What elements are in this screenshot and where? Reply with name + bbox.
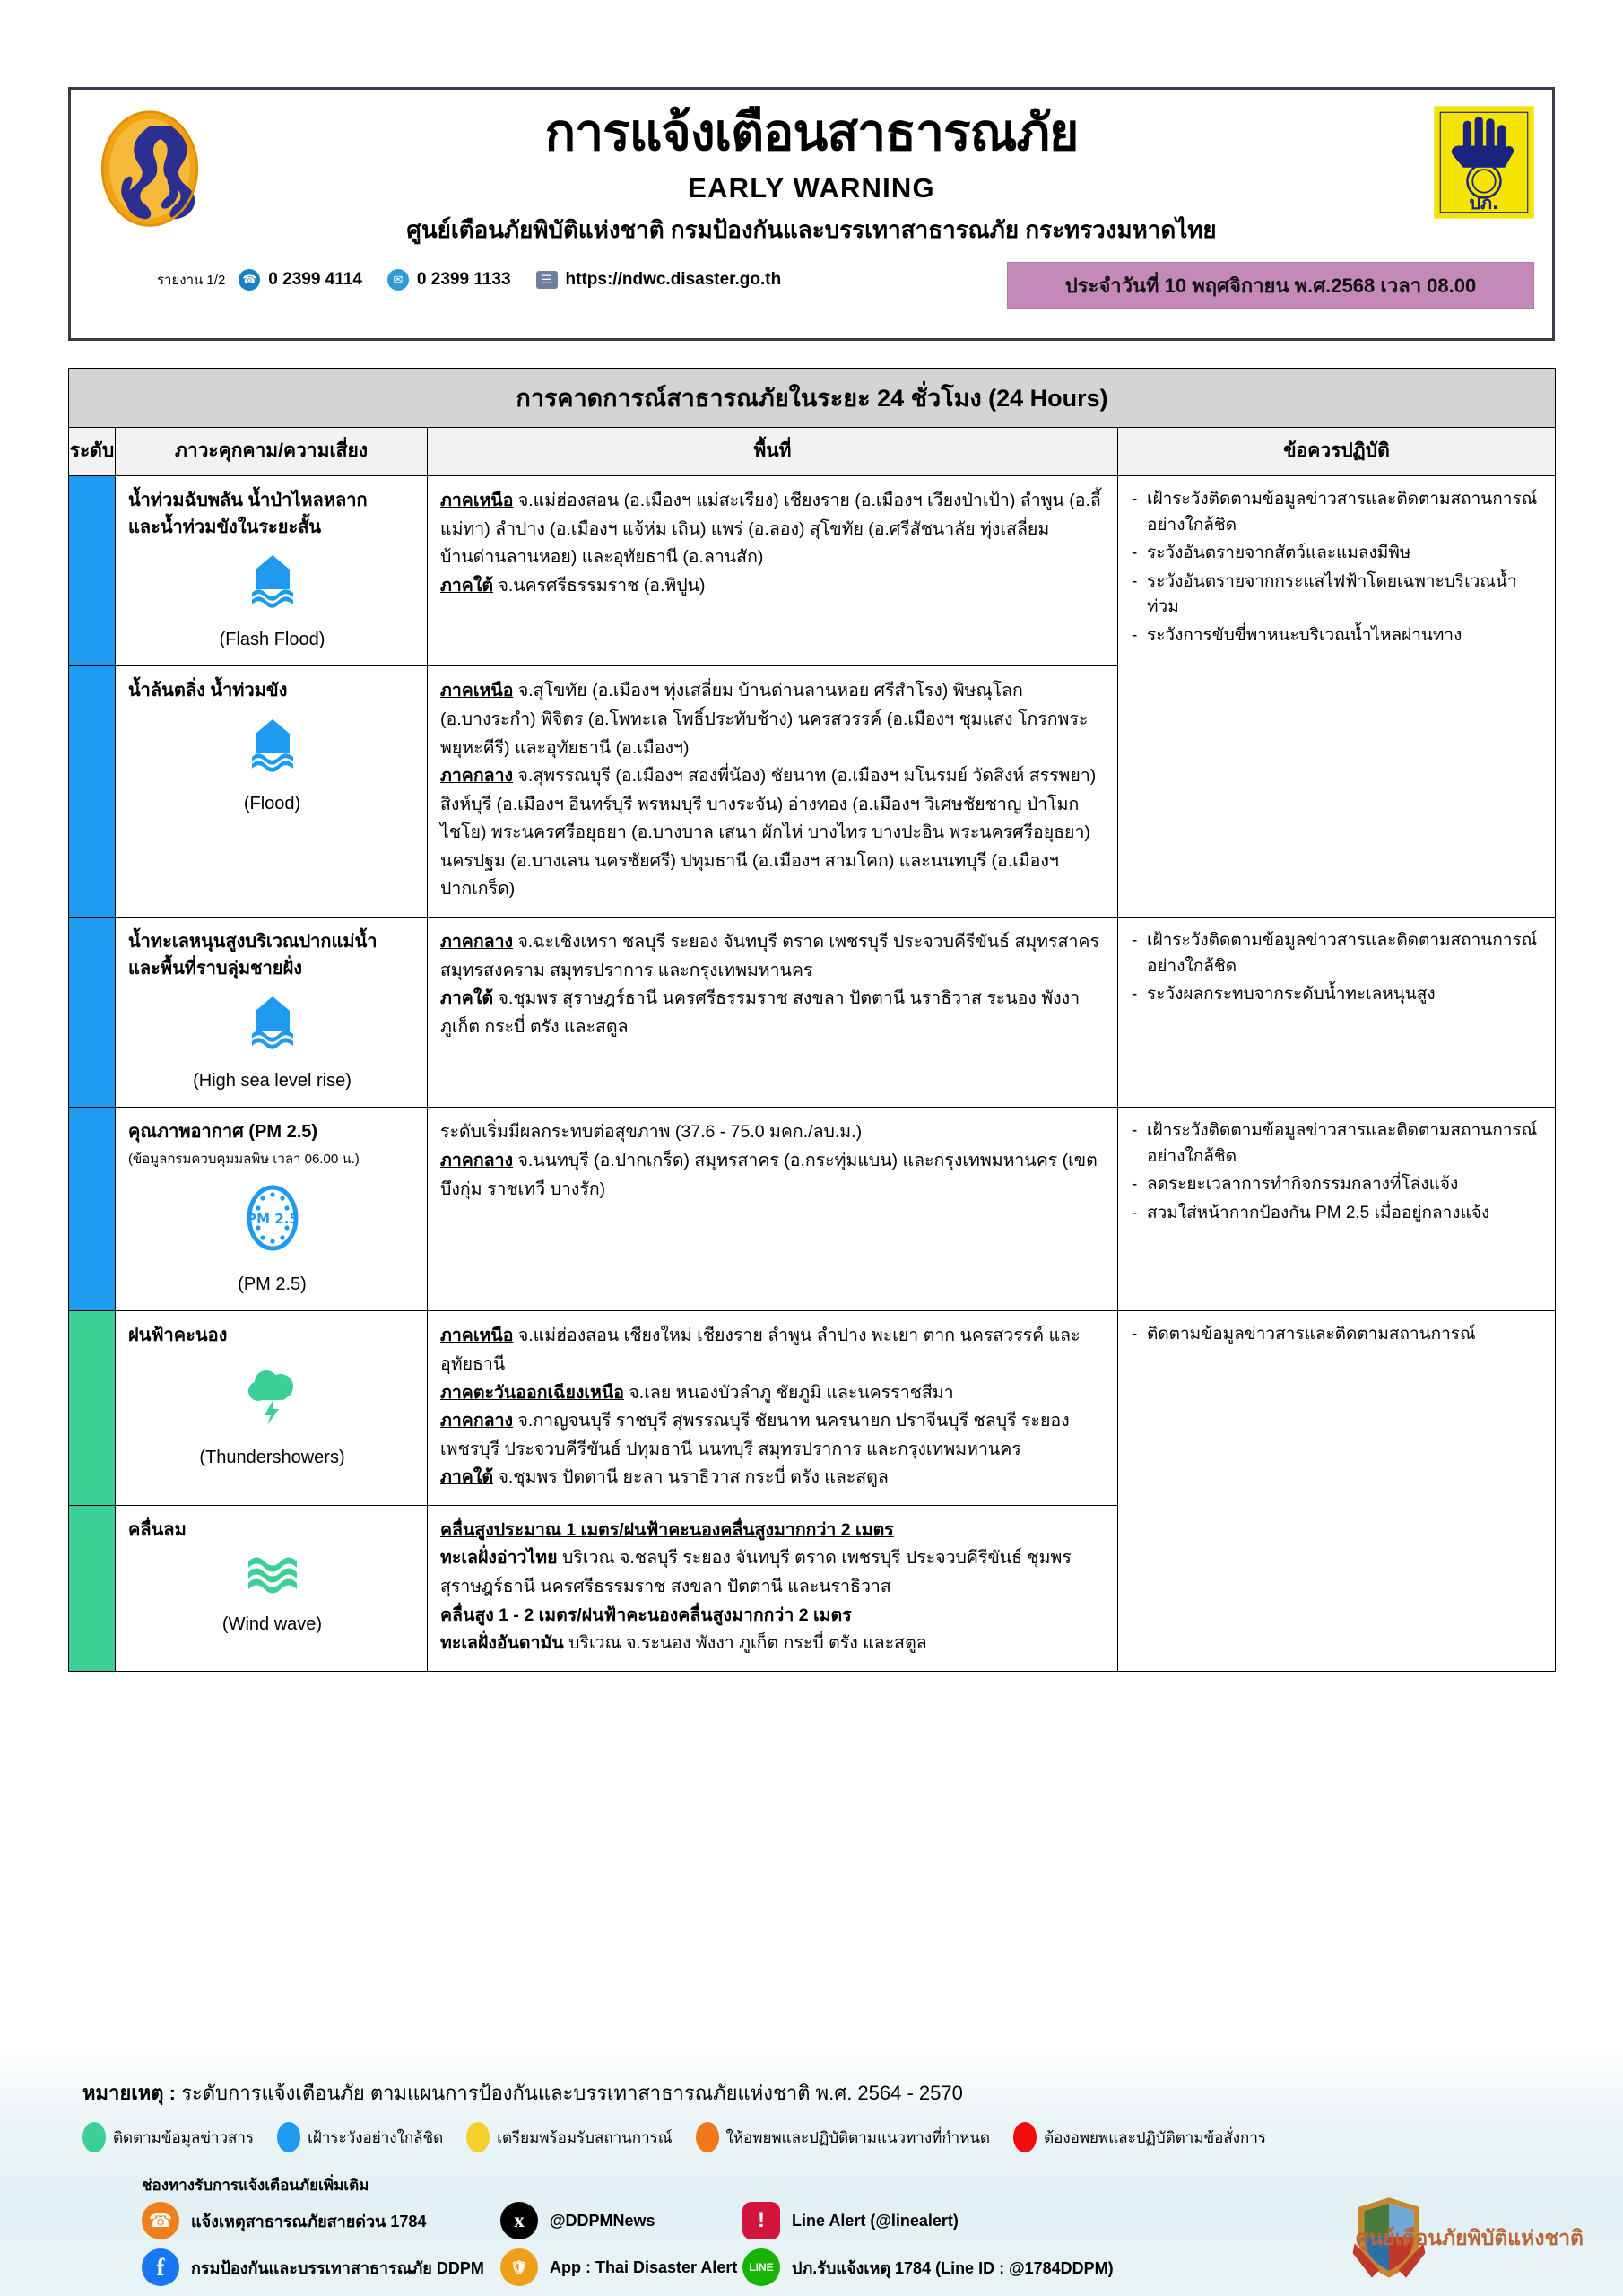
legend-item-4 (1013, 2122, 1266, 2152)
area-region-block (440, 487, 1106, 572)
header-frame (68, 87, 1555, 341)
region-label: ภาคกลาง (440, 1150, 514, 1170)
table-row (69, 476, 1556, 666)
contact-line (157, 269, 781, 291)
region-areas: จ.เลย หนองบัวลำภู ชัยภูมิ และนครราชสีมา (623, 1382, 954, 1403)
svg-text:PM 2.5: PM 2.5 (246, 1211, 299, 1228)
ndwc-label: ศูนย์เตือนภัยพิบัติแห่งชาติ (1355, 2226, 1584, 2249)
region-label: ภาคใต้ (440, 988, 494, 1009)
date-badge: ประจำวันที่ 10 พฤศจิกายน พ.ศ.2568 เวลา 08.00 (1007, 262, 1534, 309)
threat-name-en: (PM 2.5) (238, 1274, 307, 1294)
legend-label: ติดตามข้อมูลข่าวสาร (113, 2128, 255, 2146)
region-areas: จ.แม่ฮ่องสอน (อ.เมืองฯ แม่สะเรียง) เชียงราย (อ.เมืองฯ เวียงป่าเป้า) ลำพูน (อ.ลี้ แม่ทา) ลำปาง (อ.เมืองฯ แจ้ห่ม เถิน) แพร่ (อ.ลอง) สุโขทัย (อ.ศรีสัชนาลัย ทุ่งเสลี่ยม บ้านด่านลานหอย) และอุทัยธานี (อ.ลานสัก) (440, 491, 1101, 568)
region-areas: จ.นนทบุรี (อ.ปากเกร็ด) สมุทรสาคร (อ.กระทุ่มแบน) และกรุงเทพมหานคร (เขตบึงกุ่ม ราชเทวี บางรัก) (440, 1150, 1098, 1199)
action-item: - ระวังอันตรายจากสัตว์และแมลงมีพิษ (1129, 541, 1546, 567)
page-title-en: EARLY WARNING (688, 172, 935, 204)
threat-name: น้ำทะเลหนุนสูงบริเวณปากแม่น้ำ และพื้นที่ราบลุ่มชายฝั่ง (128, 932, 378, 978)
area-cell (428, 476, 1118, 666)
svg-text:ปภ.: ปภ. (1469, 193, 1499, 214)
region-areas: จ.สุโขทัย (อ.เมืองฯ ทุ่งเสลี่ยม บ้านด่านลานหอย ศรีสำโรง) พิษณุโลก (อ.บางระกำ) พิจิตร (อ.โพทะเล โพธิ์ประทับช้าง) นครสวรรค์ (อ.เมืองฯ ชุมแสง โกรกพระ พยุหะคีรี) และอุทัยธานี (อ.เมืองฯ) (440, 681, 1089, 758)
app-icon: 🛡 (500, 2248, 538, 2286)
region-label: ภาคกลาง (440, 932, 514, 952)
fax-number: 0 2399 1133 (416, 270, 511, 289)
page-title: การแจ้งเตือนสาธารณภัย (544, 104, 1079, 161)
wave-areas: บริเวณ จ.ระนอง พังงา ภูเก็ต กระบี่ ตรัง และสตูล (563, 1633, 927, 1654)
note-text: ระดับการแจ้งเตือนภัย ตามแผนการป้องกันและบรรเทาสาธารณภัยแห่งชาติ พ.ศ. 2564 - 2570 (176, 2082, 963, 2104)
legend-color-dot (466, 2122, 490, 2152)
area-cell (428, 918, 1118, 1108)
legend-color-dot (82, 2122, 106, 2152)
area-region-block (440, 1147, 1106, 1204)
wave-group (440, 1517, 1106, 1602)
note-line (82, 2077, 963, 2109)
col-header-area: พื้นที่ (428, 428, 1118, 476)
region-label: ภาคกลาง (440, 766, 514, 787)
threat-cell (116, 1108, 428, 1311)
action-item: - ระวังอันตรายจากกระแสไฟฟ้าโดยเฉพาะบริเวณน้ำท่วม (1129, 570, 1546, 621)
ddpm-logo-icon (1432, 104, 1536, 221)
table-row (69, 918, 1556, 1108)
footer (0, 2043, 1623, 2296)
threat-name: น้ำล้นตลิ่ง น้ำท่วมขัง (128, 681, 288, 701)
col-header-level: ระดับ (69, 428, 116, 476)
area-cell (428, 666, 1118, 918)
level-color-cell (69, 666, 116, 918)
channel-item-5[interactable] (742, 2248, 1114, 2286)
level-color-cell (69, 918, 116, 1108)
thundershowers-icon (245, 1362, 300, 1436)
actions-cell (1118, 1311, 1556, 1671)
area-cell (428, 1311, 1118, 1505)
threat-cell (116, 918, 428, 1108)
channel-label: App : Thai Disaster Alert (550, 2257, 738, 2276)
area-region-block (440, 1464, 1106, 1492)
legend-color-dot (1013, 2122, 1037, 2152)
threat-name: ฝนฟ้าคะนอง (128, 1326, 228, 1346)
wave-height-heading: คลื่นสูง 1 - 2 เมตร/ฝนฟ้าคะนองคลื่นสูงมากกว่า 2 เมตร (440, 1605, 852, 1625)
threat-name-en: (High sea level rise) (193, 1070, 352, 1091)
region-label: ภาคเหนือ (440, 1326, 514, 1346)
area-region-block (440, 1379, 1106, 1408)
threat-name-en: (Flood) (243, 793, 301, 813)
channel-item-0[interactable] (142, 2202, 500, 2239)
legend-color-dot (277, 2122, 300, 2152)
threat-subnote: (ข้อมูลกรมควบคุมมลพิษ เวลา 06.00 น.) (128, 1151, 360, 1167)
threat-cell (116, 1311, 428, 1505)
forecast-table-body (69, 476, 1556, 1672)
area-region-block (440, 677, 1106, 762)
channel-item-2[interactable] (742, 2202, 1114, 2239)
region-label: ภาคใต้ (440, 1467, 494, 1488)
threat-name: คุณภาพอากาศ (PM 2.5) (128, 1122, 318, 1143)
level-color-cell (69, 1505, 116, 1671)
region-areas: จ.นครศรีธรรมราช (อ.พิปูน) (493, 575, 706, 596)
table-row (69, 1311, 1556, 1505)
pm25-icon (239, 1182, 306, 1263)
threat-cell (116, 666, 428, 918)
action-item: - ระวังผลกระทบจากระดับน้ำทะเลหนุนสูง (1129, 982, 1546, 1008)
alert-level-legend (82, 2122, 1280, 2152)
threat-name: น้ำท่วมฉับพลัน น้ำป่าไหลหลาก และน้ำท่วมขังในระยะสั้น (128, 491, 368, 537)
area-region-block (440, 1407, 1106, 1464)
legend-color-dot (696, 2122, 719, 2152)
legend-label: ให้อพยพและปฏิบัติตามแนวทางที่กำหนด (725, 2128, 991, 2146)
wind-wave-icon (246, 1556, 299, 1603)
action-item: - สวมใส่หน้ากากป้องกัน PM 2.5 เมื่ออยู่กลางแจ้ง (1129, 1201, 1546, 1227)
alert-icon: ! (742, 2202, 780, 2239)
channel-label: @DDPMNews (550, 2211, 655, 2230)
website-icon: ☰ (536, 271, 558, 289)
region-areas: จ.ชุมพร สุราษฎร์ธานี นครศรีธรรมราช สงขลา ปัตตานี นราธิวาส ระนอง พังงา ภูเก็ต กระบี่ ตรัง และสตูล (440, 988, 1081, 1037)
action-item: - เฝ้าระวังติดตามข้อมูลข่าวสารและติดตามสถานการณ์อย่างใกล้ชิด (1129, 1118, 1546, 1170)
threat-cell (116, 476, 428, 666)
col-header-actions: ข้อควรปฏิบัติ (1118, 428, 1556, 476)
action-item: - เฝ้าระวังติดตามข้อมูลข่าวสารและติดตามสถานการณ์อย่างใกล้ชิด (1129, 487, 1546, 538)
area-region-block (440, 985, 1106, 1041)
channel-item-1[interactable] (500, 2202, 742, 2239)
threat-name: คลื่นลม (128, 1519, 187, 1540)
region-label: ภาคใต้ (440, 575, 494, 596)
region-label: ภาคเหนือ (440, 491, 514, 510)
channel-label: แจ้งเหตุสาธารณภัยสายด่วน 1784 (191, 2212, 427, 2231)
organization-line: ศูนย์เตือนภัยพิบัติแห่งชาติ กรมป้องกันและบรรเทาสาธารณภัย กระทรวงมหาดไทย (406, 216, 1217, 243)
area-cell (428, 1505, 1118, 1671)
action-item: - ติดตามข้อมูลข่าวสารและติดตามสถานการณ์ (1129, 1322, 1546, 1348)
wave-sea-label: ทะเลฝั่งอ่าวไทย (440, 1548, 558, 1569)
region-areas: จ.กาญจนบุรี ราชบุรี สุพรรณบุรี ชัยนาท นครนายก ปราจีนบุรี ชลบุรี ระยอง เพชรบุรี ประจวบคีรีขันธ์ ปทุมธานี นนทบุรี สมุทรปราการ และกรุงเทพมหานคร (440, 1411, 1070, 1459)
line-icon: LINE (742, 2248, 780, 2286)
area-region-block (440, 572, 1106, 601)
region-label: ภาคกลาง (440, 1411, 514, 1431)
area-region-block (440, 928, 1106, 985)
level-color-cell (69, 1311, 116, 1505)
legend-item-0 (82, 2122, 254, 2152)
threat-name-en: (Wind wave) (221, 1614, 323, 1634)
channel-item-3[interactable] (142, 2248, 500, 2286)
channel-label: ปภ.รับแจ้งเหตุ 1784 (Line ID : @1784DDPM) (792, 2258, 1114, 2277)
facebook-icon: f (142, 2248, 179, 2286)
threat-cell (116, 1505, 428, 1671)
channels-title: ช่องทางรับการแจ้งเตือนภัยเพิ่มเติม (142, 2177, 369, 2194)
legend-item-3 (696, 2122, 991, 2152)
phone-icon: ☎ (142, 2202, 179, 2239)
forecast-table (68, 368, 1556, 1672)
website-url[interactable]: https://ndwc.disaster.go.th (565, 270, 782, 289)
report-number: รายงาน 1/2 (157, 273, 226, 288)
legend-item-1 (277, 2122, 443, 2152)
area-cell (428, 1108, 1118, 1311)
phone-icon: ☎ (239, 269, 260, 291)
actions-cell (1118, 918, 1556, 1108)
col-header-threat: ภาวะคุกคาม/ความเสี่ยง (116, 428, 428, 476)
action-item: - ลดระยะเวลาการทำกิจกรรมกลางที่โล่งแจ้ง (1129, 1172, 1546, 1198)
wave-sea-label: ทะเลฝั่งอันดามัน (440, 1633, 564, 1654)
area-lead: ระดับเริ่มมีผลกระทบต่อสุขภาพ (37.6 - 75.0 มคก./ลบ.ม.) (440, 1122, 863, 1143)
wave-group (440, 1602, 1106, 1658)
legend-item-2 (466, 2122, 672, 2152)
x-icon: x (500, 2202, 538, 2239)
table-band-title: การคาดการณ์สาธารณภัยในระยะ 24 ชั่วโมง (24 Hours) (69, 369, 1556, 428)
contact-channels (142, 2197, 1114, 2291)
region-areas: จ.ชุมพร ปัตตานี ยะลา นราธิวาส กระบี่ ตรัง และสตูล (493, 1467, 889, 1488)
region-label: ภาคตะวันออกเฉียงเหนือ (440, 1382, 624, 1403)
action-item: - เฝ้าระวังติดตามข้อมูลข่าวสารและติดตามสถานการณ์อย่างใกล้ชิด (1129, 928, 1546, 979)
legend-label: เฝ้าระวังอย่างใกล้ชิด (308, 2128, 444, 2146)
region-areas: จ.ฉะเชิงเทรา ชลบุรี ระยอง จันทบุรี ตราด เพชรบุรี ประจวบคีรีขันธ์ สมุทรสาคร สมุทรสงคราม สมุทรปราการ และกรุงเทพมหานคร (440, 932, 1099, 980)
region-label: ภาคเหนือ (440, 681, 514, 701)
channel-label: กรมป้องกันและบรรเทาสาธารณภัย DDPM (191, 2258, 484, 2277)
actions-cell (1118, 476, 1556, 918)
fax-icon: ✉ (387, 269, 409, 291)
region-areas: จ.สุพรรณบุรี (อ.เมืองฯ สองพี่น้อง) ชัยนาท (อ.เมืองฯ มโนรมย์ วัดสิงห์ สรรพยา) สิงห์บุรี (อ.เมืองฯ อินทร์บุรี พรหมบุรี บางระจัน) อ่างทอง (อ.เมืองฯ วิเศษชัยชาญ ป่าโมก ไชโย) พระนครศรีอยุธยา (อ.บางบาล เสนา ผักไห่ บางไทร บางปะอิน พระนครศรีอยุธยา) นครปฐม (อ.บางเลน นครชัยศรี) ปทุมธานี (อ.เมืองฯ สามโคก) และนนทบุรี (อ.เมืองฯ ปากเกร็ด) (440, 766, 1097, 900)
flood-icon (247, 718, 298, 782)
wave-areas: บริเวณ จ.ชลบุรี ระยอง จันทบุรี ตราด เพชรบุรี ประจวบคีรีขันธ์ ชุมพร สุราษฎร์ธานี นครศรีธรรมราช สงขลา ปัตตานี และนราธิวาส (440, 1548, 1072, 1596)
threat-name-en: (Flash Flood) (219, 629, 325, 649)
note-label: หมายเหตุ : (82, 2082, 176, 2104)
level-color-cell (69, 1108, 116, 1311)
high-sea-level-icon (247, 995, 298, 1059)
actions-cell (1118, 1108, 1556, 1311)
area-region-block (440, 1322, 1106, 1378)
action-item: - ระวังการขับขี่พาหนะบริเวณน้ำไหลผ่านทาง (1129, 623, 1546, 649)
table-row (69, 1108, 1556, 1311)
level-color-cell (69, 476, 116, 666)
wave-height-heading: คลื่นสูงประมาณ 1 เมตร/ฝนฟ้าคะนองคลื่นสูงมากกว่า 2 เมตร (440, 1519, 894, 1540)
threat-name-en: (Thundershowers) (199, 1447, 345, 1467)
phone-number: 0 2399 4114 (268, 270, 362, 289)
area-region-block (440, 762, 1106, 904)
legend-label: เตรียมพร้อมรับสถานการณ์ (497, 2128, 673, 2146)
legend-label: ต้องอพยพและปฏิบัติตามข้อสั่งการ (1044, 2128, 1267, 2146)
flash-flood-icon (247, 553, 298, 618)
channel-item-4[interactable] (500, 2248, 742, 2286)
channel-label: Line Alert (@linealert) (792, 2211, 959, 2230)
region-areas: จ.แม่ฮ่องสอน เชียงใหม่ เชียงราย ลำพูน ลำปาง พะเยา ตาก นครสวรรค์ และอุทัยธานี (440, 1326, 1081, 1374)
